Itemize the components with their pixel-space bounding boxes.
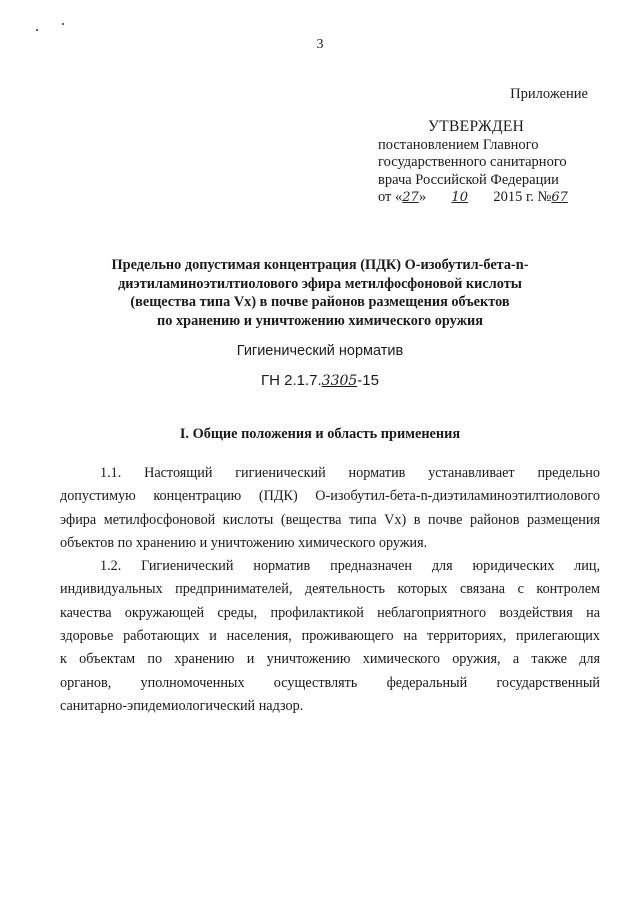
scan-speck bbox=[36, 29, 38, 31]
norm-code bbox=[0, 372, 640, 389]
paragraph-line: к объектам по хранению и уничтожению химического оружия, а также для bbox=[60, 651, 600, 668]
body-text bbox=[60, 462, 600, 718]
title-line: диэтиламиноэтилтиолового эфира метилфосфоновой кислоты bbox=[118, 275, 522, 292]
paragraph-line: допустимую концентрацию (ПДК) О-изобутил-бета-n-диэтиламиноэтилтиолового bbox=[60, 488, 600, 505]
date-mid: » bbox=[418, 189, 427, 205]
paragraph-line: качества окружающей среды, профилактикой неблагоприятного воздействия на bbox=[60, 604, 600, 621]
norm-label: Гигиенический норматив bbox=[236, 343, 404, 359]
number-label: № bbox=[537, 189, 552, 205]
paragraph-line: 1.2. Гигиенический норматив предназначен для юридических лиц, bbox=[100, 558, 600, 575]
approval-line: государственного санитарного bbox=[378, 154, 567, 170]
norm-code-suffix: -15 bbox=[357, 372, 379, 389]
date-day: 27 bbox=[402, 190, 419, 205]
appendix-label: Приложение bbox=[510, 86, 588, 102]
approval-date-line bbox=[378, 189, 618, 207]
approval-block bbox=[378, 118, 618, 207]
paragraph-line: индивидуальных предпринимателей, деятельность которых связана с контролем bbox=[60, 581, 600, 598]
paragraph-line: 1.1. Настоящий гигиенический норматив устанавливает предельно bbox=[100, 465, 600, 481]
title-line: Предельно допустимая концентрация (ПДК) О-изобутил-бета-n- bbox=[111, 257, 529, 273]
section-heading: I. Общие положения и область применения bbox=[179, 426, 461, 442]
paragraph-line: санитарно-эпидемиологический надзор. bbox=[60, 697, 304, 714]
norm-code-number: 3305 bbox=[321, 373, 358, 389]
paragraph-line: эфира метилфосфоновой кислоты (вещества типа Vx) в почве районов размещения bbox=[60, 511, 600, 528]
norm-code-prefix: ГН 2.1.7. bbox=[261, 372, 322, 389]
scan-speck bbox=[62, 23, 64, 25]
approved-heading: УТВЕРЖДЕН bbox=[428, 118, 525, 135]
approval-line: врача Российской Федерации bbox=[378, 171, 559, 188]
number-value: 67 bbox=[551, 190, 568, 205]
document-title bbox=[60, 256, 580, 330]
paragraph-line: здоровье работающих и населения, проживающего на территориях, прилегающих bbox=[60, 628, 600, 645]
approval-line: постановлением Главного bbox=[378, 136, 539, 153]
date-prefix: от « bbox=[378, 189, 403, 205]
title-line: (вещества типа Vx) в почве районов размещения объектов bbox=[130, 294, 510, 310]
date-month: 10 bbox=[451, 190, 468, 205]
title-line: по хранению и уничтожению химического оружия bbox=[157, 312, 483, 329]
paragraph-line: органов, уполномоченных осуществлять федеральный государственный bbox=[60, 674, 600, 691]
page-number: 3 bbox=[316, 37, 324, 52]
date-year: 2015 г. bbox=[493, 189, 534, 205]
paragraph-line: объектов по хранению и уничтожению химического оружия. bbox=[60, 534, 428, 551]
